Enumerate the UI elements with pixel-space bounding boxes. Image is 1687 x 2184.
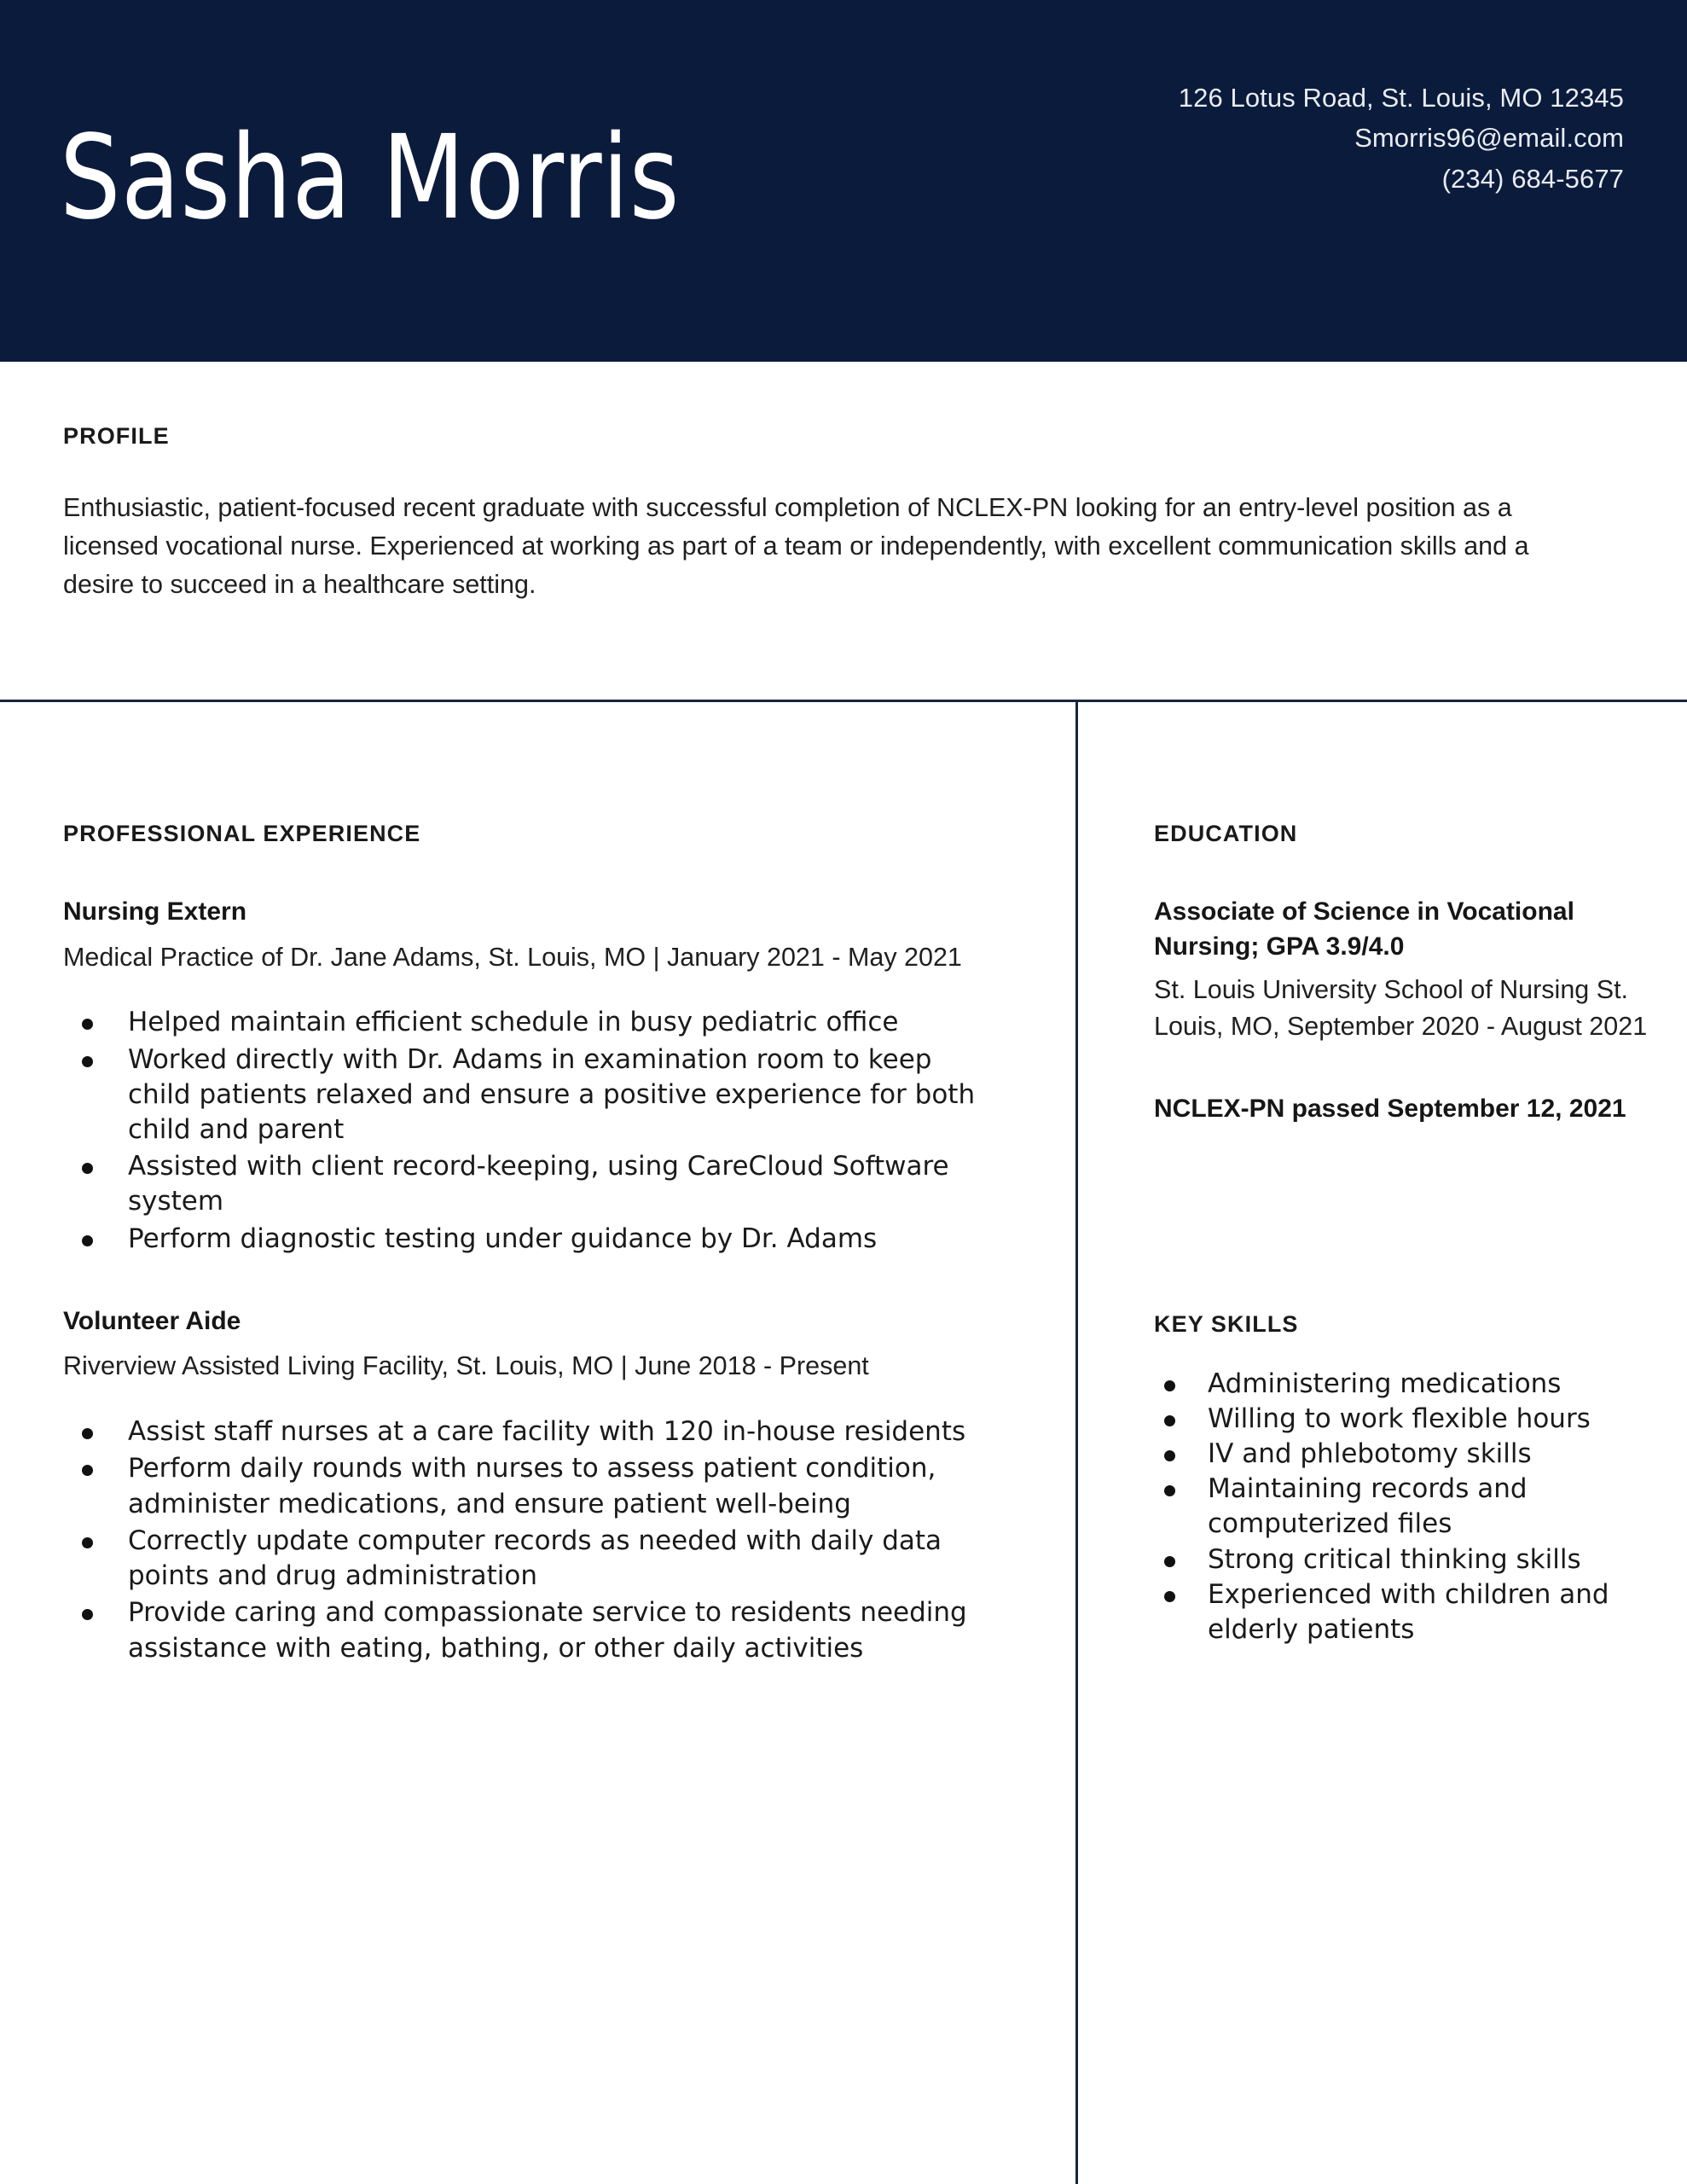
bullet-icon xyxy=(82,1019,93,1030)
bullet-icon xyxy=(1164,1556,1175,1567)
list-item xyxy=(1154,1437,1653,1472)
bullet-text: Perform diagnostic testing under guidance by Dr. Adams xyxy=(128,1223,878,1254)
education-degree: Associate of Science in Vocational Nursing; GPA 3.9/4.0 xyxy=(1154,897,1574,961)
profile-heading: PROFILE xyxy=(63,423,170,449)
bullet-icon xyxy=(82,1428,93,1439)
bullet-text: Provide caring and compassionate service to residents needing assistance with eating, bathing, or other daily activities xyxy=(128,1597,967,1664)
page-title: Sasha Morris xyxy=(60,111,680,246)
list-item xyxy=(1154,1402,1653,1437)
job-title: Nursing Extern xyxy=(63,897,247,926)
skill-text: Willing to work flexible hours xyxy=(1208,1403,1591,1434)
job-bullet-list xyxy=(63,1414,982,1666)
contact-email[interactable]: Smorris96@email.com xyxy=(1354,123,1624,154)
bullet-text: Helped maintain efficient schedule in busy pediatric office xyxy=(128,1007,899,1038)
skill-text: Administering medications xyxy=(1208,1368,1562,1399)
skills-heading: KEY SKILLS xyxy=(1154,1310,1299,1337)
bullet-icon xyxy=(1164,1485,1175,1496)
bullet-icon xyxy=(82,1609,93,1620)
education-heading: EDUCATION xyxy=(1154,821,1298,846)
experience-heading: PROFESSIONAL EXPERIENCE xyxy=(63,821,421,846)
skill-text: IV and phlebotomy skills xyxy=(1208,1438,1532,1470)
bullet-text: Perform daily rounds with nurses to assess patient condition, administer medications, and ensure patient well-being xyxy=(128,1453,936,1519)
resume-header xyxy=(0,0,1687,362)
bullet-icon xyxy=(82,1465,93,1476)
list-item xyxy=(1154,1367,1653,1402)
list-item xyxy=(63,1524,982,1594)
contact-block xyxy=(1179,78,1624,198)
list-item xyxy=(63,1149,982,1219)
skills-list xyxy=(1154,1367,1653,1648)
list-item xyxy=(63,1595,982,1665)
list-item xyxy=(63,1043,982,1148)
bullet-icon xyxy=(1164,1450,1175,1461)
skill-text: Experienced with children and elderly patients xyxy=(1208,1578,1609,1646)
bullet-text: Assist staff nurses at a care facility with 120 in-house residents xyxy=(128,1416,966,1448)
list-item xyxy=(63,1451,982,1521)
bullet-icon xyxy=(1164,1591,1175,1602)
bullet-icon xyxy=(82,1163,93,1174)
job-meta: Medical Practice of Dr. Jane Adams, St. Louis, MO | January 2021 - May 2021 xyxy=(63,942,962,972)
list-item xyxy=(1154,1472,1653,1542)
list-item xyxy=(1154,1577,1653,1647)
bullet-text: Worked directly with Dr. Adams in examination room to keep child patients relaxed and ensure a positive experience for both child and parent xyxy=(128,1043,976,1145)
list-item xyxy=(63,1005,982,1040)
bullet-icon xyxy=(82,1537,93,1548)
bullet-text: Correctly update computer records as needed with daily data points and drug administration xyxy=(128,1525,942,1592)
contact-address: 126 Lotus Road, St. Louis, MO 12345 xyxy=(1178,83,1624,113)
list-item xyxy=(1154,1542,1653,1577)
list-item xyxy=(63,1414,982,1449)
job-entry-1 xyxy=(63,895,982,1257)
skill-text: Maintaining records and computerized files xyxy=(1208,1473,1528,1540)
body-columns xyxy=(0,701,1687,1668)
experience-column xyxy=(0,701,1075,1668)
sidebar-column xyxy=(1075,701,1687,1668)
profile-section xyxy=(0,362,1687,603)
bullet-icon xyxy=(1164,1415,1175,1426)
job-meta: Riverview Assisted Living Facility, St. Louis, MO | June 2018 - Present xyxy=(63,1351,869,1381)
bullet-icon xyxy=(1164,1380,1175,1391)
list-item xyxy=(63,1222,982,1257)
bullet-text: Assisted with client record-keeping, using CareCloud Software system xyxy=(128,1151,949,1217)
job-bullet-list xyxy=(63,1005,982,1257)
certification: NCLEX-PN passed September 12, 2021 xyxy=(1154,1094,1626,1123)
bullet-icon xyxy=(82,1056,93,1067)
contact-phone[interactable]: (234) 684-5677 xyxy=(1441,163,1624,194)
job-entry-2 xyxy=(63,1304,982,1666)
bullet-icon xyxy=(82,1235,93,1246)
skill-text: Strong critical thinking skills xyxy=(1208,1543,1581,1575)
job-title: Volunteer Aide xyxy=(63,1306,241,1335)
education-entry xyxy=(1154,895,1653,1127)
education-school: St. Louis University School of Nursing St. Louis, MO, September 2020 - August 2021 xyxy=(1154,974,1648,1042)
profile-text: Enthusiastic, patient-focused recent graduate with successful completion of NCLEX-PN looking for an entry-level position as a licensed vocational nurse. Experienced at working as part of a team or independently, with excellent communication skills and a desire to succeed in a healthcare setting. xyxy=(63,493,1529,599)
